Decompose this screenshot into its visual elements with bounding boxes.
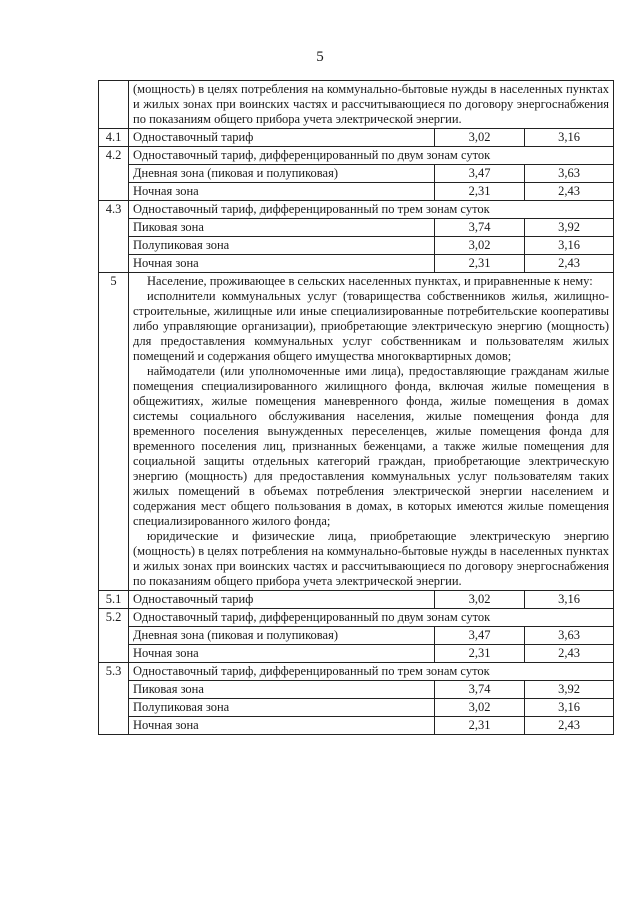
tariff-value-1: 2,31	[435, 645, 525, 663]
tariff-value-2: 3,16	[525, 129, 614, 147]
tariff-value-2: 3,92	[525, 681, 614, 699]
tariff-label: Ночная зона	[129, 255, 435, 273]
table-row	[99, 717, 614, 735]
table-row	[99, 183, 614, 201]
table-row	[99, 681, 614, 699]
table-row	[99, 699, 614, 717]
tariff-value-2: 2,43	[525, 645, 614, 663]
table-row	[99, 273, 614, 591]
consumer-description	[129, 273, 614, 591]
tariff-label: Ночная зона	[129, 183, 435, 201]
table-row	[99, 645, 614, 663]
paragraph: юридические и физические лица, приобретающие электрическую энергию (мощность) в целях потребления на коммунально-бытовые нужды в населенных пунктах и жилых зонах при воинских частях и рассчитывающиеся по договору энергоснабжения по показаниям общего прибора учета электрической энергии.	[133, 529, 610, 588]
table-row	[99, 255, 614, 273]
tariff-value-2: 3,16	[525, 591, 614, 609]
row-number: 5.2	[99, 609, 129, 663]
paragraph: Население, проживающее в сельских населенных пунктах, и приравненные к нему:	[147, 274, 593, 288]
tariff-value-1: 2,31	[435, 255, 525, 273]
table-row	[99, 219, 614, 237]
tariff-value-2: 3,16	[525, 237, 614, 255]
consumer-description: (мощность) в целях потребления на коммунально-бытовые нужды в населенных пунктах и жилых зонах при воинских частях и рассчитывающиеся по договору энергоснабжения по показаниям общего прибора учета электрической энергии.	[129, 81, 614, 129]
tariff-value-1: 3,02	[435, 129, 525, 147]
tariff-value-1: 3,02	[435, 591, 525, 609]
tariff-group-label: Одноставочный тариф, дифференцированный по двум зонам суток	[129, 147, 614, 165]
table-row	[99, 627, 614, 645]
tariff-label: Одноставочный тариф	[129, 129, 435, 147]
tariff-label: Одноставочный тариф	[129, 591, 435, 609]
row-number: 5	[99, 273, 129, 591]
tariff-label: Пиковая зона	[129, 219, 435, 237]
tariff-value-1: 3,74	[435, 219, 525, 237]
tariff-value-1: 3,74	[435, 681, 525, 699]
tariff-value-1: 3,02	[435, 237, 525, 255]
tariff-table	[98, 80, 614, 735]
row-number: 4.3	[99, 201, 129, 273]
tariff-label: Ночная зона	[129, 717, 435, 735]
tariff-group-label: Одноставочный тариф, дифференцированный по трем зонам суток	[129, 201, 614, 219]
table-row	[99, 201, 614, 219]
tariff-label: Полупиковая зона	[129, 237, 435, 255]
tariff-label: Полупиковая зона	[129, 699, 435, 717]
table-row	[99, 147, 614, 165]
tariff-label: Дневная зона (пиковая и полупиковая)	[129, 165, 435, 183]
tariff-value-1: 2,31	[435, 717, 525, 735]
tariff-value-2: 3,16	[525, 699, 614, 717]
tariff-value-2: 3,92	[525, 219, 614, 237]
tariff-value-2: 2,43	[525, 717, 614, 735]
tariff-label: Ночная зона	[129, 645, 435, 663]
tariff-label: Пиковая зона	[129, 681, 435, 699]
tariff-value-1: 2,31	[435, 183, 525, 201]
table-row	[99, 237, 614, 255]
tariff-value-2: 2,43	[525, 183, 614, 201]
tariff-group-label: Одноставочный тариф, дифференцированный по трем зонам суток	[129, 663, 614, 681]
table-row	[99, 81, 614, 129]
table-row	[99, 663, 614, 681]
table-row	[99, 129, 614, 147]
tariff-value-2: 3,63	[525, 627, 614, 645]
tariff-value-2: 3,63	[525, 165, 614, 183]
table-row	[99, 591, 614, 609]
tariff-value-1: 3,02	[435, 699, 525, 717]
row-number	[99, 81, 129, 129]
tariff-value-1: 3,47	[435, 165, 525, 183]
paragraph: наймодатели (или уполномоченные ими лица), предоставляющие гражданам жилые помещения специализированного жилищного фонда, включая жилые помещения в общежитиях, жилые помещения маневренного фонда, жилые помещения в домах системы социального обслуживания населения, жилые помещения фонда для временного поселения вынужденных переселенцев, жилые помещения фонда для временного поселения лиц, признанных беженцами, а также жилые помещения для социальной защиты отдельных категорий граждан, приобретающие электрическую энергию (мощность) для предоставления коммунальных услуг пользователям таких жилых помещений в объемах потребления электрической энергии населением и содержания мест общего пользования в домах, в которых имеются жилые помещения специализированного жилого фонда;	[133, 364, 610, 528]
tariff-value-1: 3,47	[435, 627, 525, 645]
paragraph: исполнители коммунальных услуг (товарищества собственников жилья, жилищно-строительные, жилищные или иные специализированные потребительские кооперативы либо управляющие организации), приобретающие электрическую энергию (мощность) для предоставления коммунальных услуг собственникам и пользователям жилых помещений и содержания общего имущества многоквартирных домов;	[133, 289, 610, 363]
table-row	[99, 165, 614, 183]
row-number: 4.1	[99, 129, 129, 147]
tariff-label: Дневная зона (пиковая и полупиковая)	[129, 627, 435, 645]
row-number: 5.3	[99, 663, 129, 735]
page-number: 5	[316, 49, 324, 65]
row-number: 4.2	[99, 147, 129, 201]
row-number: 5.1	[99, 591, 129, 609]
table-row	[99, 609, 614, 627]
tariff-value-2: 2,43	[525, 255, 614, 273]
tariff-group-label: Одноставочный тариф, дифференцированный по двум зонам суток	[129, 609, 614, 627]
